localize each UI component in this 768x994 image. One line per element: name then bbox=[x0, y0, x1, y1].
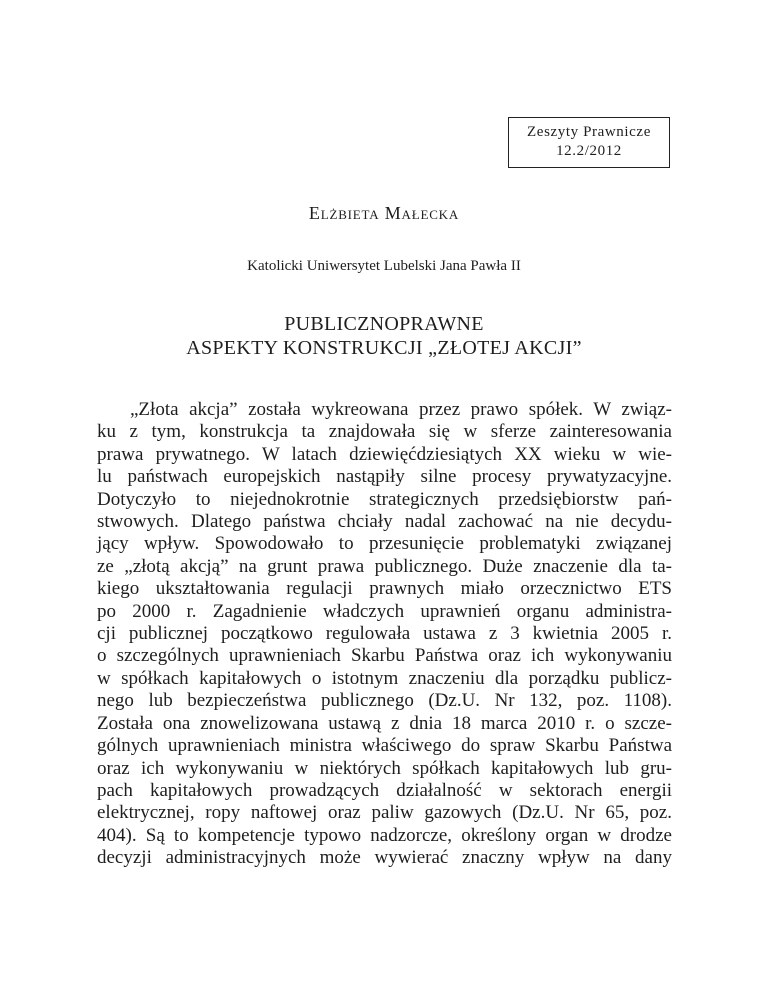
body-line: prawa prywatnego. W latach dziewięćdziesiątych XX wieku w wie- bbox=[97, 443, 672, 465]
author-affiliation: Katolicki Uniwersytet Lubelski Jana Pawła II bbox=[247, 258, 521, 274]
body-line: po 2000 r. Zagadnienie władczych uprawnień organu administra- bbox=[97, 600, 672, 622]
body-line: Została ona znowelizowana ustawą z dnia 18 marca 2010 r. o szcze- bbox=[97, 712, 672, 734]
body-line: stwowych. Dlatego państwa chciały nadal zachować na nie decydu- bbox=[97, 511, 672, 533]
body-line: cji publicznej początkowo regulowała ustawa z 3 kwietnia 2005 r. bbox=[97, 623, 672, 645]
author-name: Elżbieta Małecka bbox=[308, 203, 460, 223]
body-line: „Złota akcja” została wykreowana przez prawo spółek. W związ- bbox=[130, 399, 672, 420]
article-title bbox=[0, 312, 768, 360]
body-line: decyzji administracyjnych może wywierać znaczny wpływ na dany bbox=[97, 847, 672, 869]
body-line: oraz ich wykonywaniu w niektórych spółkach kapitałowych lub gru- bbox=[97, 757, 672, 779]
body-line: pach kapitałowych prowadzących działalność w sektorach energii bbox=[97, 779, 672, 801]
article-title-line-1: PUBLICZNOPRAWNE bbox=[284, 313, 484, 335]
body-line: lu państwach europejskich nastąpiły silne procesy prywatyzacyjne. bbox=[97, 466, 672, 488]
body-line: o szczególnych uprawnieniach Skarbu Państwa oraz ich wykonywaniu bbox=[97, 645, 672, 667]
body-line: ze „złotą akcją” na grunt prawa publicznego. Duże znaczenie dla ta- bbox=[97, 555, 672, 577]
body-line: nego lub bezpieczeństwa publicznego (Dz.U. Nr 132, poz. 1108). bbox=[97, 690, 672, 712]
body-line: Dotyczyło to niejednokrotnie strategicznych przedsiębiorstw pań- bbox=[97, 488, 672, 510]
body-line: ku z tym, konstrukcja ta znajdowała się w sferze zainteresowania bbox=[97, 421, 672, 443]
body-line: 404). Są to kompetencje typowo nadzorcze, określony organ w drodze bbox=[97, 824, 672, 846]
body-line: w spółkach kapitałowych o istotnym znaczeniu dla porządku publicz- bbox=[97, 667, 672, 689]
body-line: kiego ukształtowania regulacji prawnych miało orzecznictwo ETS bbox=[97, 578, 672, 600]
body-line: elektrycznej, ropy naftowej oraz paliw gazowych (Dz.U. Nr 65, poz. bbox=[97, 802, 672, 824]
journal-issue: 12.2/2012 bbox=[556, 143, 622, 159]
body-line: jący wpływ. Spowodowało to przesunięcie problematyki związanej bbox=[97, 533, 672, 555]
article-title-line-2: ASPEKTY KONSTRUKCJI „ZŁOTEJ AKCJI” bbox=[186, 337, 582, 359]
body-line: gólnych uprawnieniach ministra właściwego do spraw Skarbu Państwa bbox=[97, 735, 672, 757]
body-paragraph bbox=[97, 399, 672, 870]
journal-name: Zeszyty Prawnicze bbox=[527, 124, 651, 140]
journal-info-box bbox=[508, 117, 670, 168]
